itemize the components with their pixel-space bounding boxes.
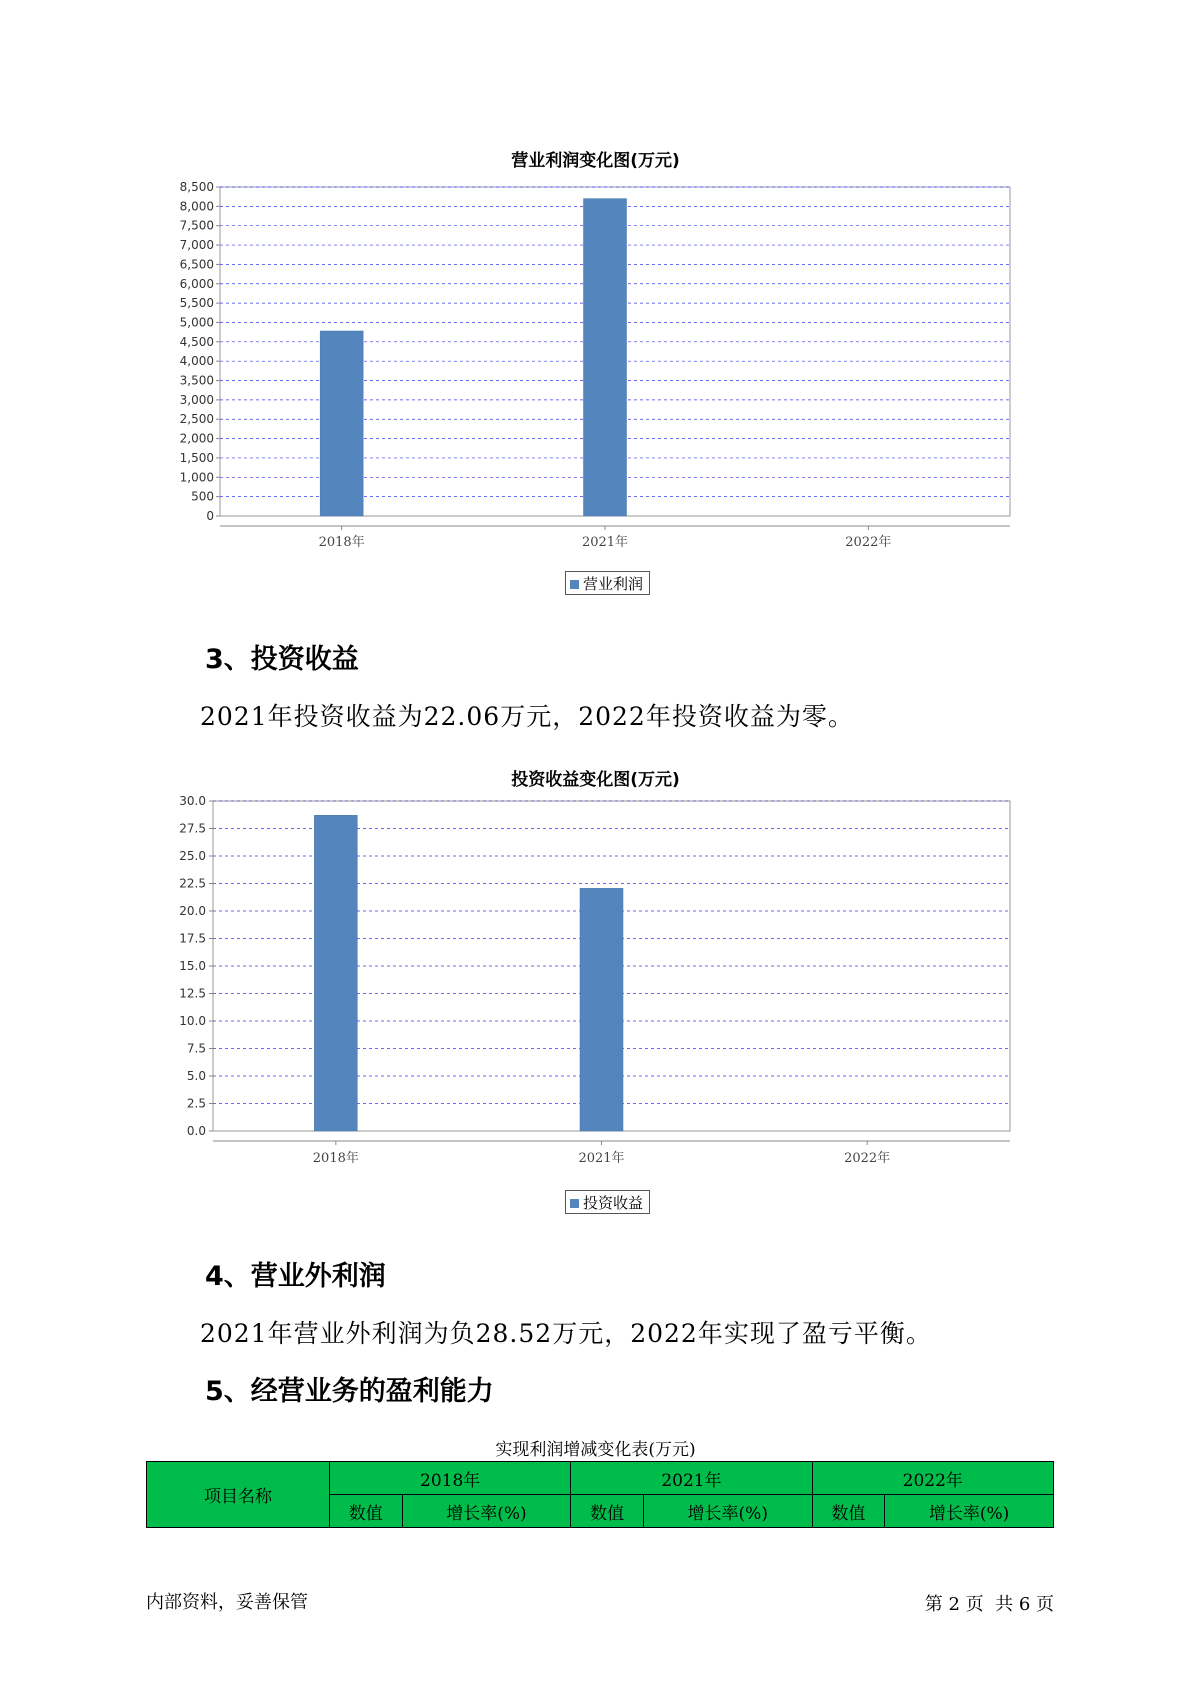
y-tick-label: 5,500 (179, 296, 214, 311)
table-header-value: 数值 (571, 1495, 644, 1528)
x-tick-label: 2018年 (312, 1151, 359, 1166)
y-tick-label: 17.5 (179, 931, 206, 946)
table-header-value: 数值 (330, 1495, 403, 1528)
y-tick-label: 3,000 (179, 392, 214, 407)
y-tick-label: 2.5 (186, 1096, 206, 1111)
table-header-year: 2021年 (571, 1462, 812, 1495)
x-tick-label: 2022年 (845, 535, 892, 550)
y-tick-label: 8,500 (179, 180, 214, 194)
chart-title-investment-income: 投资收益变化图(万元) (511, 770, 680, 790)
y-tick-label: 0.0 (186, 1124, 206, 1138)
y-tick-label: 10.0 (179, 1014, 206, 1028)
table-header-item-name: 项目名称 (147, 1462, 330, 1528)
table-header-value: 数值 (812, 1495, 885, 1528)
y-tick-label: 15.0 (179, 959, 206, 973)
x-tick-label: 2022年 (844, 1151, 891, 1166)
y-tick-label: 12.5 (179, 986, 206, 1001)
legend-label: 投资收益 (583, 1194, 644, 1212)
y-tick-label: 6,000 (179, 276, 214, 291)
footer-page-number: 第 2 页 共 6 页 (924, 1594, 1054, 1615)
x-tick-label: 2018年 (318, 535, 365, 550)
section-heading-profitability: 5、经营业务的盈利能力 (205, 1376, 494, 1407)
table-header-growth: 增长率(%) (885, 1495, 1054, 1528)
y-tick-label: 22.5 (179, 876, 206, 891)
y-tick-label: 8,000 (179, 199, 214, 214)
table-header-growth: 增长率(%) (402, 1495, 571, 1528)
legend-label: 营业利润 (583, 575, 644, 593)
paragraph-investment-income: 2021年投资收益为22.06万元，2022年投资收益为零。 (200, 702, 854, 731)
y-tick-label: 7.5 (186, 1041, 206, 1056)
y-tick-label: 27.5 (179, 821, 206, 836)
chart-legend-investment-income (565, 1190, 650, 1214)
section-heading-non-operating-profit: 4、营业外利润 (205, 1261, 386, 1292)
y-tick-label: 7,500 (179, 218, 214, 233)
y-tick-label: 20.0 (179, 904, 206, 918)
y-tick-label: 2,000 (179, 431, 214, 446)
x-tick-label: 2021年 (578, 1151, 625, 1166)
table-header-growth: 增长率(%) (643, 1495, 812, 1528)
y-tick-label: 25.0 (179, 849, 206, 863)
section-heading-investment-income: 3、投资收益 (205, 644, 359, 675)
profit-change-table (146, 1461, 1054, 1528)
y-tick-label: 2,500 (179, 412, 214, 427)
legend-swatch (570, 1199, 579, 1208)
y-tick-label: 4,000 (179, 354, 214, 369)
table-header-year: 2022年 (812, 1462, 1053, 1495)
bar (314, 815, 357, 1131)
y-tick-label: 7,000 (179, 238, 214, 253)
table-header-year: 2018年 (330, 1462, 571, 1495)
footer-confidential-note: 内部资料，妥善保管 (146, 1592, 308, 1613)
y-tick-label: 0 (206, 509, 214, 523)
y-tick-label: 1,500 (179, 450, 214, 465)
x-tick-label: 2021年 (581, 535, 629, 550)
y-tick-label: 4,500 (179, 334, 214, 349)
y-tick-label: 500 (191, 489, 214, 504)
y-tick-label: 6,500 (179, 257, 214, 272)
table-caption: 实现利润增减变化表(万元) (495, 1440, 696, 1460)
y-tick-label: 5,000 (179, 315, 214, 330)
y-tick-label: 1,000 (179, 470, 214, 485)
y-tick-label: 30.0 (179, 794, 206, 808)
y-tick-label: 5.0 (186, 1069, 206, 1083)
chart-title-operating-profit: 营业利润变化图(万元) (511, 151, 680, 171)
y-tick-label: 3,500 (179, 373, 214, 388)
paragraph-non-operating-profit: 2021年营业外利润为负28.52万元，2022年实现了盈亏平衡。 (200, 1319, 932, 1348)
bar (580, 888, 623, 1131)
